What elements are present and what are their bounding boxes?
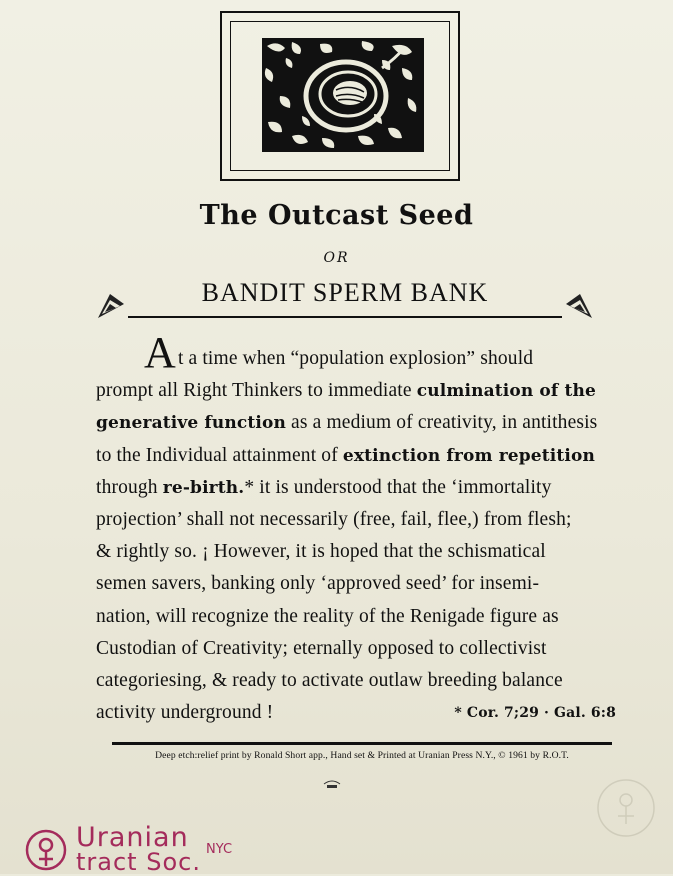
stamp-line-1: Uranian <box>76 822 189 853</box>
uranian-press-emboss-icon <box>594 770 658 842</box>
footer-rule <box>112 742 612 745</box>
text-line: Custodian of Creativity; eternally opposed to collectivist <box>96 637 547 659</box>
embossed-seal <box>594 770 658 842</box>
blackletter-phrase: culmination of the <box>416 381 596 402</box>
stamp-nyc: NYC <box>206 842 233 857</box>
text-line: nation, will recognize the reality of the Renigade figure as <box>96 605 559 627</box>
page-title: The Outcast Seed <box>199 200 474 231</box>
drop-cap: A <box>144 328 176 377</box>
subtitle: BANDIT SPERM BANK <box>201 278 489 307</box>
right-fleuron-icon <box>564 290 594 320</box>
rubber-stamp <box>24 822 264 874</box>
seed-woodcut-icon <box>262 38 424 152</box>
printer-union-bug-icon <box>322 778 342 790</box>
colophon: Deep etch:relief print by Ronald Short app., Hand set & Printed at Uranian Press N.Y., © 1961 by R.O.T. <box>155 750 569 761</box>
or-conjunction: OR <box>323 250 350 266</box>
text-line: categoriesing, & ready to activate outlaw breeding balance <box>96 670 563 692</box>
text-line: through re-birth.* it is understood that the ‘immortality <box>96 476 552 498</box>
text-line: At a time when “population explosion” should <box>144 328 534 377</box>
uranian-symbol-icon <box>24 828 68 872</box>
subtitle-rule <box>128 316 562 318</box>
text-line: prompt all Right Thinkers to immediate culmination of the <box>96 380 596 402</box>
text-line: semen savers, banking only ‘approved seed’ for insemi- <box>96 573 540 595</box>
text-line: projection’ shall not necessarily (free, fail, flee,) from flesh; <box>96 509 572 531</box>
blackletter-phrase: extinction from repetition <box>342 445 595 466</box>
text-line: generative function as a medium of creativity, in antithesis <box>96 412 598 434</box>
blackletter-phrase: generative function <box>96 413 287 434</box>
text-line: & rightly so. ¡ However, it is hoped that the schismatical <box>96 541 546 563</box>
left-fleuron-icon <box>96 290 126 320</box>
stamp-line-2: tract Soc. <box>76 848 201 876</box>
blackletter-phrase: re-birth. <box>162 477 245 498</box>
body-paragraph <box>96 328 616 729</box>
woodcut-illustration <box>262 38 424 152</box>
text-line: to the Individual attainment of extinction from repetition <box>96 444 595 466</box>
scripture-references: * Cor. 7;29 · Gal. 6:8 <box>454 705 616 722</box>
text-line: activity underground ! * Cor. 7;29 · Gal. 6:8 <box>96 697 616 729</box>
